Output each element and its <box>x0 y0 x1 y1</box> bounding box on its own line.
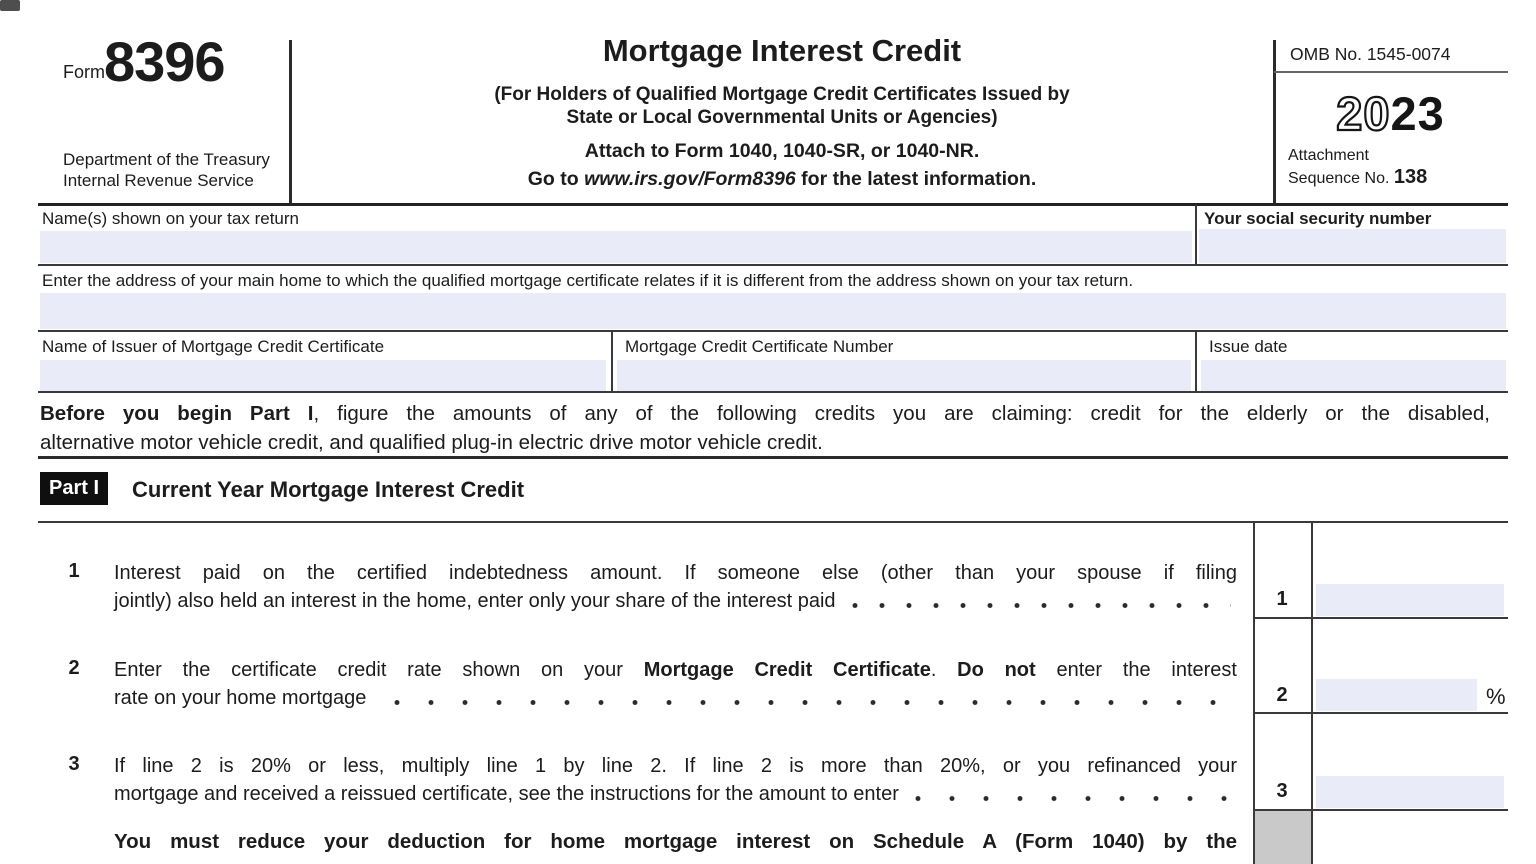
ssn-divider <box>1195 205 1197 266</box>
form-word: Form <box>63 62 105 82</box>
percent-suffix: % <box>1486 684 1506 709</box>
goto-instruction <box>292 168 1272 191</box>
line1-amount-input[interactable] <box>1316 584 1504 616</box>
line2-item-number: 2 <box>68 657 80 679</box>
scan-artifact <box>0 0 20 11</box>
irs-url-link[interactable]: www.irs.gov/Form8396 <box>584 168 796 190</box>
line1-box-number: 1 <box>1276 588 1288 610</box>
omb-number: OMB No. 1545-0074 <box>1290 44 1451 64</box>
line3-box-number: 3 <box>1276 780 1288 802</box>
line2-text1-bold2: Do not <box>957 659 1036 681</box>
agency-line2: Internal Revenue Service <box>63 171 254 190</box>
line3-text2: mortgage and received a reissued certificate, see the instructions for the amount to enter <box>114 783 899 805</box>
goto-suffix: for the latest information. <box>795 168 1037 190</box>
page-title: Mortgage Interest Credit <box>602 33 962 68</box>
dot-leader <box>915 795 1231 802</box>
subtitle-line1: (For Holders of Qualified Mortgage Credit Certificates Issued by <box>494 84 1070 105</box>
amount-column-left-rule <box>1311 521 1313 864</box>
goto-prefix: Go to <box>527 168 585 190</box>
issuer-name-input[interactable] <box>40 360 606 391</box>
line2-text1-pre: Enter the certificate credit rate shown on your <box>114 659 644 681</box>
shaded-cell <box>1255 811 1311 864</box>
before-note-rest: , figure the amounts of any of the following credits you are claiming: credit for the elderly or the disabled, <box>313 402 1490 425</box>
line2-text2: rate on your home mortgage <box>114 687 367 709</box>
agency-line1: Department of the Treasury <box>63 150 270 169</box>
line3-amount-input[interactable] <box>1316 776 1504 808</box>
before-note-rule <box>38 456 1508 459</box>
before-note-line1 <box>40 399 1490 428</box>
tax-year-graphic <box>1273 86 1508 144</box>
line1-text2-row <box>114 587 1237 615</box>
address-input[interactable] <box>40 293 1506 329</box>
sequence-label: Sequence No. <box>1288 170 1394 187</box>
ssn-input[interactable] <box>1199 229 1506 263</box>
part1-rule <box>38 521 1508 523</box>
year-outline-digits: 20 <box>1336 87 1391 140</box>
line1-row-rule <box>1253 617 1508 619</box>
line2-text1-bold1: Mortgage Credit Certificate <box>643 659 931 681</box>
line3-item-number: 3 <box>68 753 80 775</box>
line2-amount-input[interactable] <box>1316 679 1477 711</box>
sequence-line <box>1288 166 1427 189</box>
line2-text1 <box>114 656 1237 684</box>
svg-text:2023 <box>1336 87 1445 140</box>
year-solid-digits: 23 <box>1390 87 1445 140</box>
issuer-divider-1 <box>611 331 613 393</box>
issue-date-label: Issue date <box>1209 337 1288 356</box>
sequence-number: 138 <box>1393 166 1428 188</box>
line3-text1: If line 2 is 20% or less, multiply line 1 by line 2. If line 2 is more than 20%, or you refinanced your <box>114 755 1237 777</box>
certificate-number-label: Mortgage Credit Certificate Number <box>625 337 894 356</box>
tax-year <box>1273 86 1508 144</box>
issue-date-input[interactable] <box>1201 360 1506 391</box>
identity-row-rule <box>38 264 1508 266</box>
line1-text2: jointly) also held an interest in the home, enter only your share of the interest paid <box>114 590 836 612</box>
issuer-row-rule <box>38 391 1508 393</box>
dot-leader <box>852 602 1231 609</box>
omb-underline <box>1274 71 1508 73</box>
line2-row-rule <box>1253 712 1508 714</box>
attach-instruction: Attach to Form 1040, 1040-SR, or 1040-NR. <box>584 140 980 162</box>
issuer-divider-2 <box>1195 331 1197 393</box>
header-bottom-rule <box>38 203 1508 206</box>
dot-leader <box>394 699 1231 706</box>
address-row-rule <box>38 330 1508 332</box>
certificate-number-input[interactable] <box>617 360 1191 391</box>
attachment-word: Attachment <box>1288 147 1369 164</box>
name-label: Name(s) shown on your tax return <box>42 209 299 228</box>
issuer-name-label: Name of Issuer of Mortgage Credit Certificate <box>42 337 385 356</box>
form-number: 8396 <box>104 30 225 93</box>
line3-text2-row <box>114 780 1237 808</box>
before-note-bold: Before you begin Part I <box>40 402 314 425</box>
subtitle-line2: State or Local Governmental Units or Agencies) <box>566 107 998 128</box>
ssn-label: Your social security number <box>1204 209 1432 228</box>
line2-text1-post: enter the interest <box>1035 659 1237 681</box>
part1-footnote: You must reduce your deduction for home mortgage interest on Schedule A (Form 1040) by the <box>114 830 1237 853</box>
part1-badge: Part I <box>40 472 108 505</box>
line1-text1: Interest paid on the certified indebtedness amount. If someone else (other than your spouse if filing <box>114 562 1237 584</box>
address-label: Enter the address of your main home to which the qualified mortgage certificate relates if it is different from the address shown on your tax return. <box>42 271 1134 290</box>
line2-box-number: 2 <box>1276 684 1288 706</box>
name-input[interactable] <box>40 231 1192 263</box>
line1-item-number: 1 <box>68 560 80 582</box>
line2-text2-row <box>114 684 1237 712</box>
line2-text1-mid: . <box>930 659 958 681</box>
part1-heading: Current Year Mortgage Interest Credit <box>132 477 525 502</box>
before-note-line2: alternative motor vehicle credit, and qualified plug-in electric drive motor vehicle credit. <box>40 431 823 454</box>
